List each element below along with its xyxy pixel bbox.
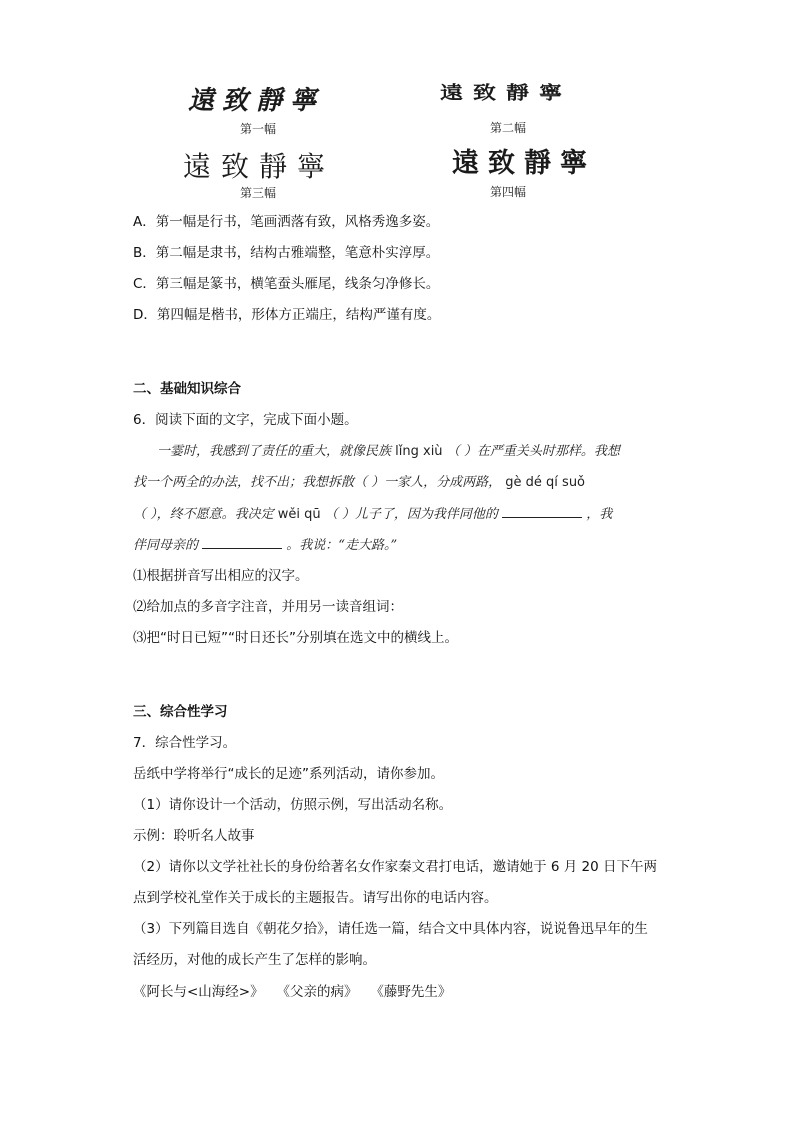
calligraphy-image-2: 遠致靜寧: [440, 82, 572, 104]
calligraphy-image-1: 遠致靜寧: [188, 86, 325, 116]
caption-2: 第二幅: [490, 121, 527, 135]
section-2-title: 二、基础知识综合: [133, 381, 241, 397]
caption-4: 第四幅: [490, 185, 527, 199]
part-3-line-1: （3）下列篇目选自《朝花夕拾》，请任选一篇，结合文中具体内容，说说鲁迅早年的生: [133, 921, 648, 937]
part-1: （1）请你设计一个活动，仿照示例，写出活动名称。: [133, 797, 453, 813]
passage-line-3: [133, 504, 612, 525]
option-d: D．第四幅是楷书，形体方正端庄，结构严谨有度。: [133, 307, 441, 323]
passage-text: 伴同母亲的: [133, 538, 199, 553]
passage-text: （ ），终不愿意。我决定: [133, 507, 274, 522]
calligraphy-image-3: 遠致靜寧: [183, 150, 336, 183]
passage-line-2: [133, 473, 585, 493]
option-b: B．第二幅是隶书，结构古雅端整，笔意朴实淳厚。: [133, 245, 440, 261]
question-6: 6．阅读下面的文字，完成下面小题。: [133, 412, 358, 428]
passage-text: ，我: [586, 507, 613, 522]
example: 示例：聆听名人故事: [133, 828, 255, 844]
activity-intro: 岳纸中学将举行“成长的足迹”系列活动，请你参加。: [133, 766, 444, 782]
sub-question-1: ⑴根据拼音写出相应的汉字。: [133, 568, 309, 584]
pinyin: gè dé qí suǒ: [505, 475, 586, 490]
book-titles: 《阿长与<山海经>》 《父亲的病》 《藤野先生》: [133, 984, 452, 1000]
section-3-title: 三、综合性学习: [133, 704, 228, 720]
caption-1: 第一幅: [240, 122, 277, 136]
question-7: 7．综合性学习。: [133, 735, 237, 751]
passage-text: （ ）儿子了，因为我伴同他的: [324, 507, 498, 522]
sub-question-2: ⑵给加点的多音字注音，并用另一读音组词：: [133, 599, 403, 615]
part-2-line-2: 点到学校礼堂作关于成长的主题报告。请写出你的电话内容。: [133, 890, 498, 906]
passage-text: 找一个两全的办法，找不出；我想拆散（ ）一家人，分成两路，: [133, 475, 502, 490]
part-2-line-1: （2）请你以文学社社长的身份给著名女作家秦文君打电话，邀请她于 6 月 20 日下午两: [133, 859, 658, 875]
passage-text: （ ）在严重关头时那样。我想: [446, 444, 620, 459]
caption-3: 第三幅: [240, 186, 277, 200]
passage-line-1: [157, 442, 620, 462]
option-a: A．第一幅是行书，笔画洒落有致，风格秀逸多姿。: [133, 214, 440, 230]
fill-blank-1[interactable]: [502, 504, 582, 518]
pinyin: lǐng xiù: [395, 444, 443, 459]
fill-blank-2[interactable]: [202, 535, 282, 549]
pinyin: wěi qū: [277, 507, 321, 522]
sub-question-3: ⑶把“时日已短”“时日还长”分别填在选文中的横线上。: [133, 630, 458, 646]
passage-line-4: [133, 535, 397, 556]
passage-text: 。我说：“走大路。”: [286, 538, 398, 553]
calligraphy-image-4: 遠致靜寧: [452, 148, 596, 179]
passage-text: 一霎时，我感到了责任的重大，就像民族: [157, 444, 392, 459]
option-c: C．第三幅是篆书，横笔蚕头雁尾，线条匀净修长。: [133, 276, 440, 292]
part-3-line-2: 活经历，对他的成长产生了怎样的影响。: [133, 952, 376, 968]
